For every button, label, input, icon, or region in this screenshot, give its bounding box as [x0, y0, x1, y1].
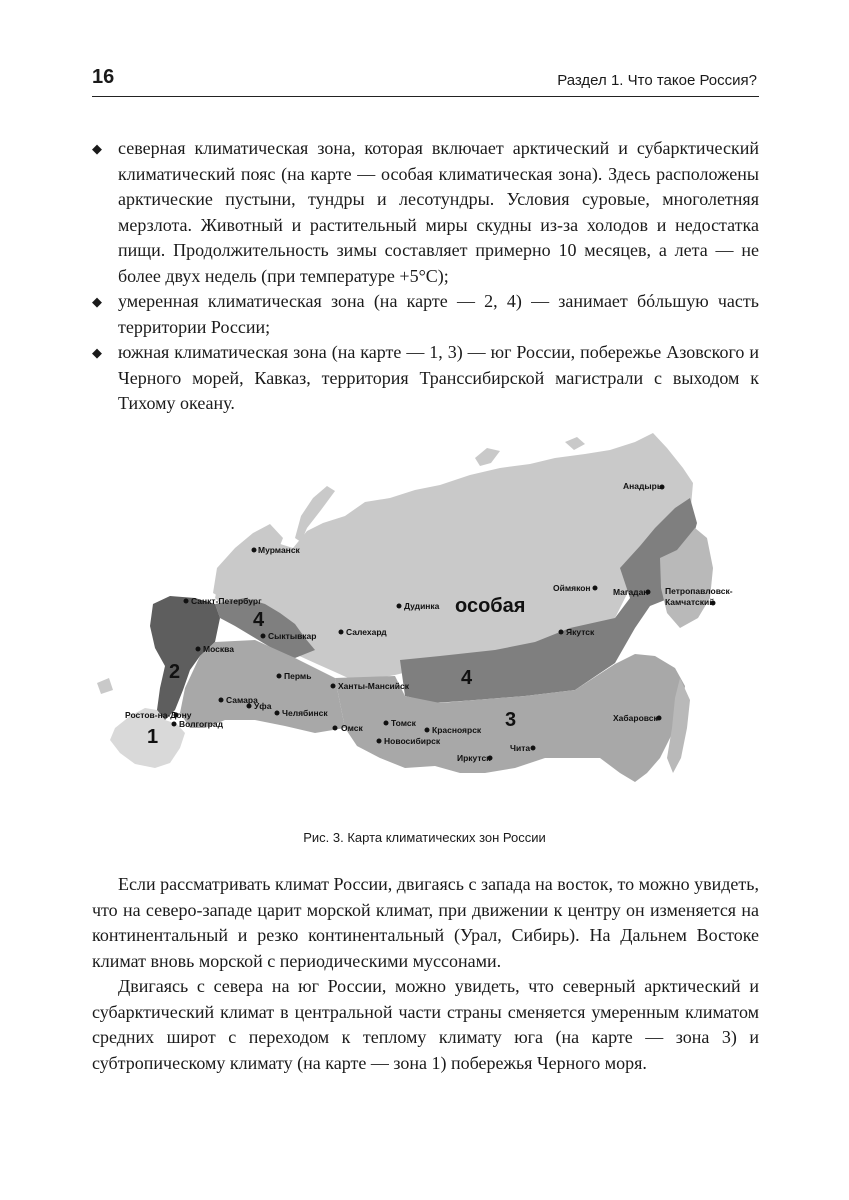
city-label-irkutsk: Иркутск: [457, 753, 491, 763]
list-item-text: умеренная климатическая зона (на карте — 2, 4) — занимает бóльшую часть территории России;: [118, 291, 759, 337]
city-dot: [277, 674, 282, 679]
list-item: [92, 289, 759, 340]
city-label-ufa: Уфа: [254, 701, 272, 711]
new-siberian-islands: [565, 437, 585, 450]
city-dot: [397, 604, 402, 609]
city-label-magadan: Магадан: [613, 587, 649, 597]
city-label-rostov: Ростов-на-Дону: [125, 710, 192, 720]
zone-label-3: 3: [505, 709, 517, 731]
city-label-samara: Самара: [226, 695, 258, 705]
city-label-anadyr: Анадырь: [623, 481, 663, 491]
city-dot: [172, 722, 177, 727]
zone-label-1: 1: [147, 726, 159, 748]
list-item-text: южная климатическая зона (на карте — 1, 3) — юг России, побережье Азовского и Черного морей, Кавказ, территория Транссибирской магистрали с выходом к Тихому океану.: [118, 342, 759, 413]
climate-zone-list: [92, 136, 759, 417]
city-label-dudinka: Дудинка: [404, 601, 440, 611]
severnaya-zemlya-island: [475, 448, 500, 466]
diamond-bullet-icon: ◆: [92, 345, 102, 360]
city-dot: [219, 698, 224, 703]
kaliningrad-area: [97, 678, 113, 694]
zone-label-4-east: 4: [461, 667, 473, 689]
city-dot: [339, 630, 344, 635]
city-dot: [384, 721, 389, 726]
city-dot: [333, 726, 338, 731]
city-label-perm: Пермь: [284, 671, 312, 681]
city-label-syktyvkar: Сыктывкар: [268, 631, 317, 641]
city-dot: [559, 630, 564, 635]
city-label-chita: Чита: [510, 743, 531, 753]
city-label-krasnoyarsk: Красноярск: [432, 725, 482, 735]
city-dot: [252, 548, 257, 553]
list-item: [92, 136, 759, 289]
zone-label-4-west: 4: [253, 609, 265, 631]
city-label-yakutsk: Якутск: [566, 627, 595, 637]
city-label-petropavlovsk-1: Петропавловск-: [665, 586, 733, 596]
figure-caption: Рис. 3. Карта климатических зон России: [303, 830, 546, 845]
city-label-spb: Санкт-Петербург: [191, 596, 262, 606]
list-item: [92, 340, 759, 417]
city-label-tomsk: Томск: [391, 718, 416, 728]
zone-label-special: особая: [455, 595, 526, 617]
city-dot: [261, 634, 266, 639]
city-dot: [196, 647, 201, 652]
city-dot: [377, 739, 382, 744]
paragraph: Если рассматривать климат России, двигаясь с запада на восток, то можно увидеть, что на северо-западе царит морской климат, при движении к центру он изменяется на континентальный и резко континентальный (Урал, Сибирь). На Дальнем Востоке климат вновь морской с периодическими муссонами.: [92, 874, 759, 971]
city-label-volgograd: Волгоград: [179, 719, 223, 729]
climate-zones-map: [95, 428, 745, 798]
city-label-moscow: Москва: [203, 644, 234, 654]
city-dot: [593, 586, 598, 591]
city-label-omsk: Омск: [341, 723, 363, 733]
page-number: 16: [92, 66, 115, 88]
city-dot: [425, 728, 430, 733]
city-dot: [275, 711, 280, 716]
city-label-khanty: Ханты-Мансийск: [338, 681, 409, 691]
city-label-novosibirsk: Новосибирск: [384, 736, 441, 746]
diamond-bullet-icon: ◆: [92, 294, 102, 309]
paragraph: Двигаясь с севера на юг России, можно увидеть, что северный арктический и субарктический климат в центральной части страны сменяется умеренным климатом средних широт с переходом к теплому климату юга (на карте — зона 3) и субтропическому климату (на карте — зона 1) побережья Черного моря.: [92, 976, 759, 1073]
city-dot: [331, 684, 336, 689]
city-dot: [184, 599, 189, 604]
body-text: [92, 872, 759, 1076]
diamond-bullet-icon: ◆: [92, 141, 102, 156]
zone-label-2: 2: [169, 661, 181, 683]
list-item-text: северная климатическая зона, которая включает арктический и субарктический климатический пояс (на карте — особая климатическая зона). Здесь расположены арктические пустыни, тундры и лесотундры. Условия суровые, многолетняя мерзлота. Животный и растительный миры скудны из-за холодов и недостатка пищи. Продолжительность зимы составляет примерно 10 месяцев, а лета — не более двух недель (при температуре +5°С);: [118, 138, 759, 286]
city-label-salekhard: Салехард: [346, 627, 387, 637]
page-header: [92, 66, 759, 97]
city-label-oymyakon: Оймякон: [553, 583, 591, 593]
city-label-murmansk: Мурманск: [258, 545, 300, 555]
city-label-khabarovsk: Хабаровск: [613, 713, 658, 723]
section-title: Раздел 1. Что такое Россия?: [557, 72, 757, 89]
city-label-petropavlovsk-2: Камчатский: [665, 597, 715, 607]
city-label-chelyabinsk: Челябинск: [282, 708, 328, 718]
city-dot: [531, 746, 536, 751]
